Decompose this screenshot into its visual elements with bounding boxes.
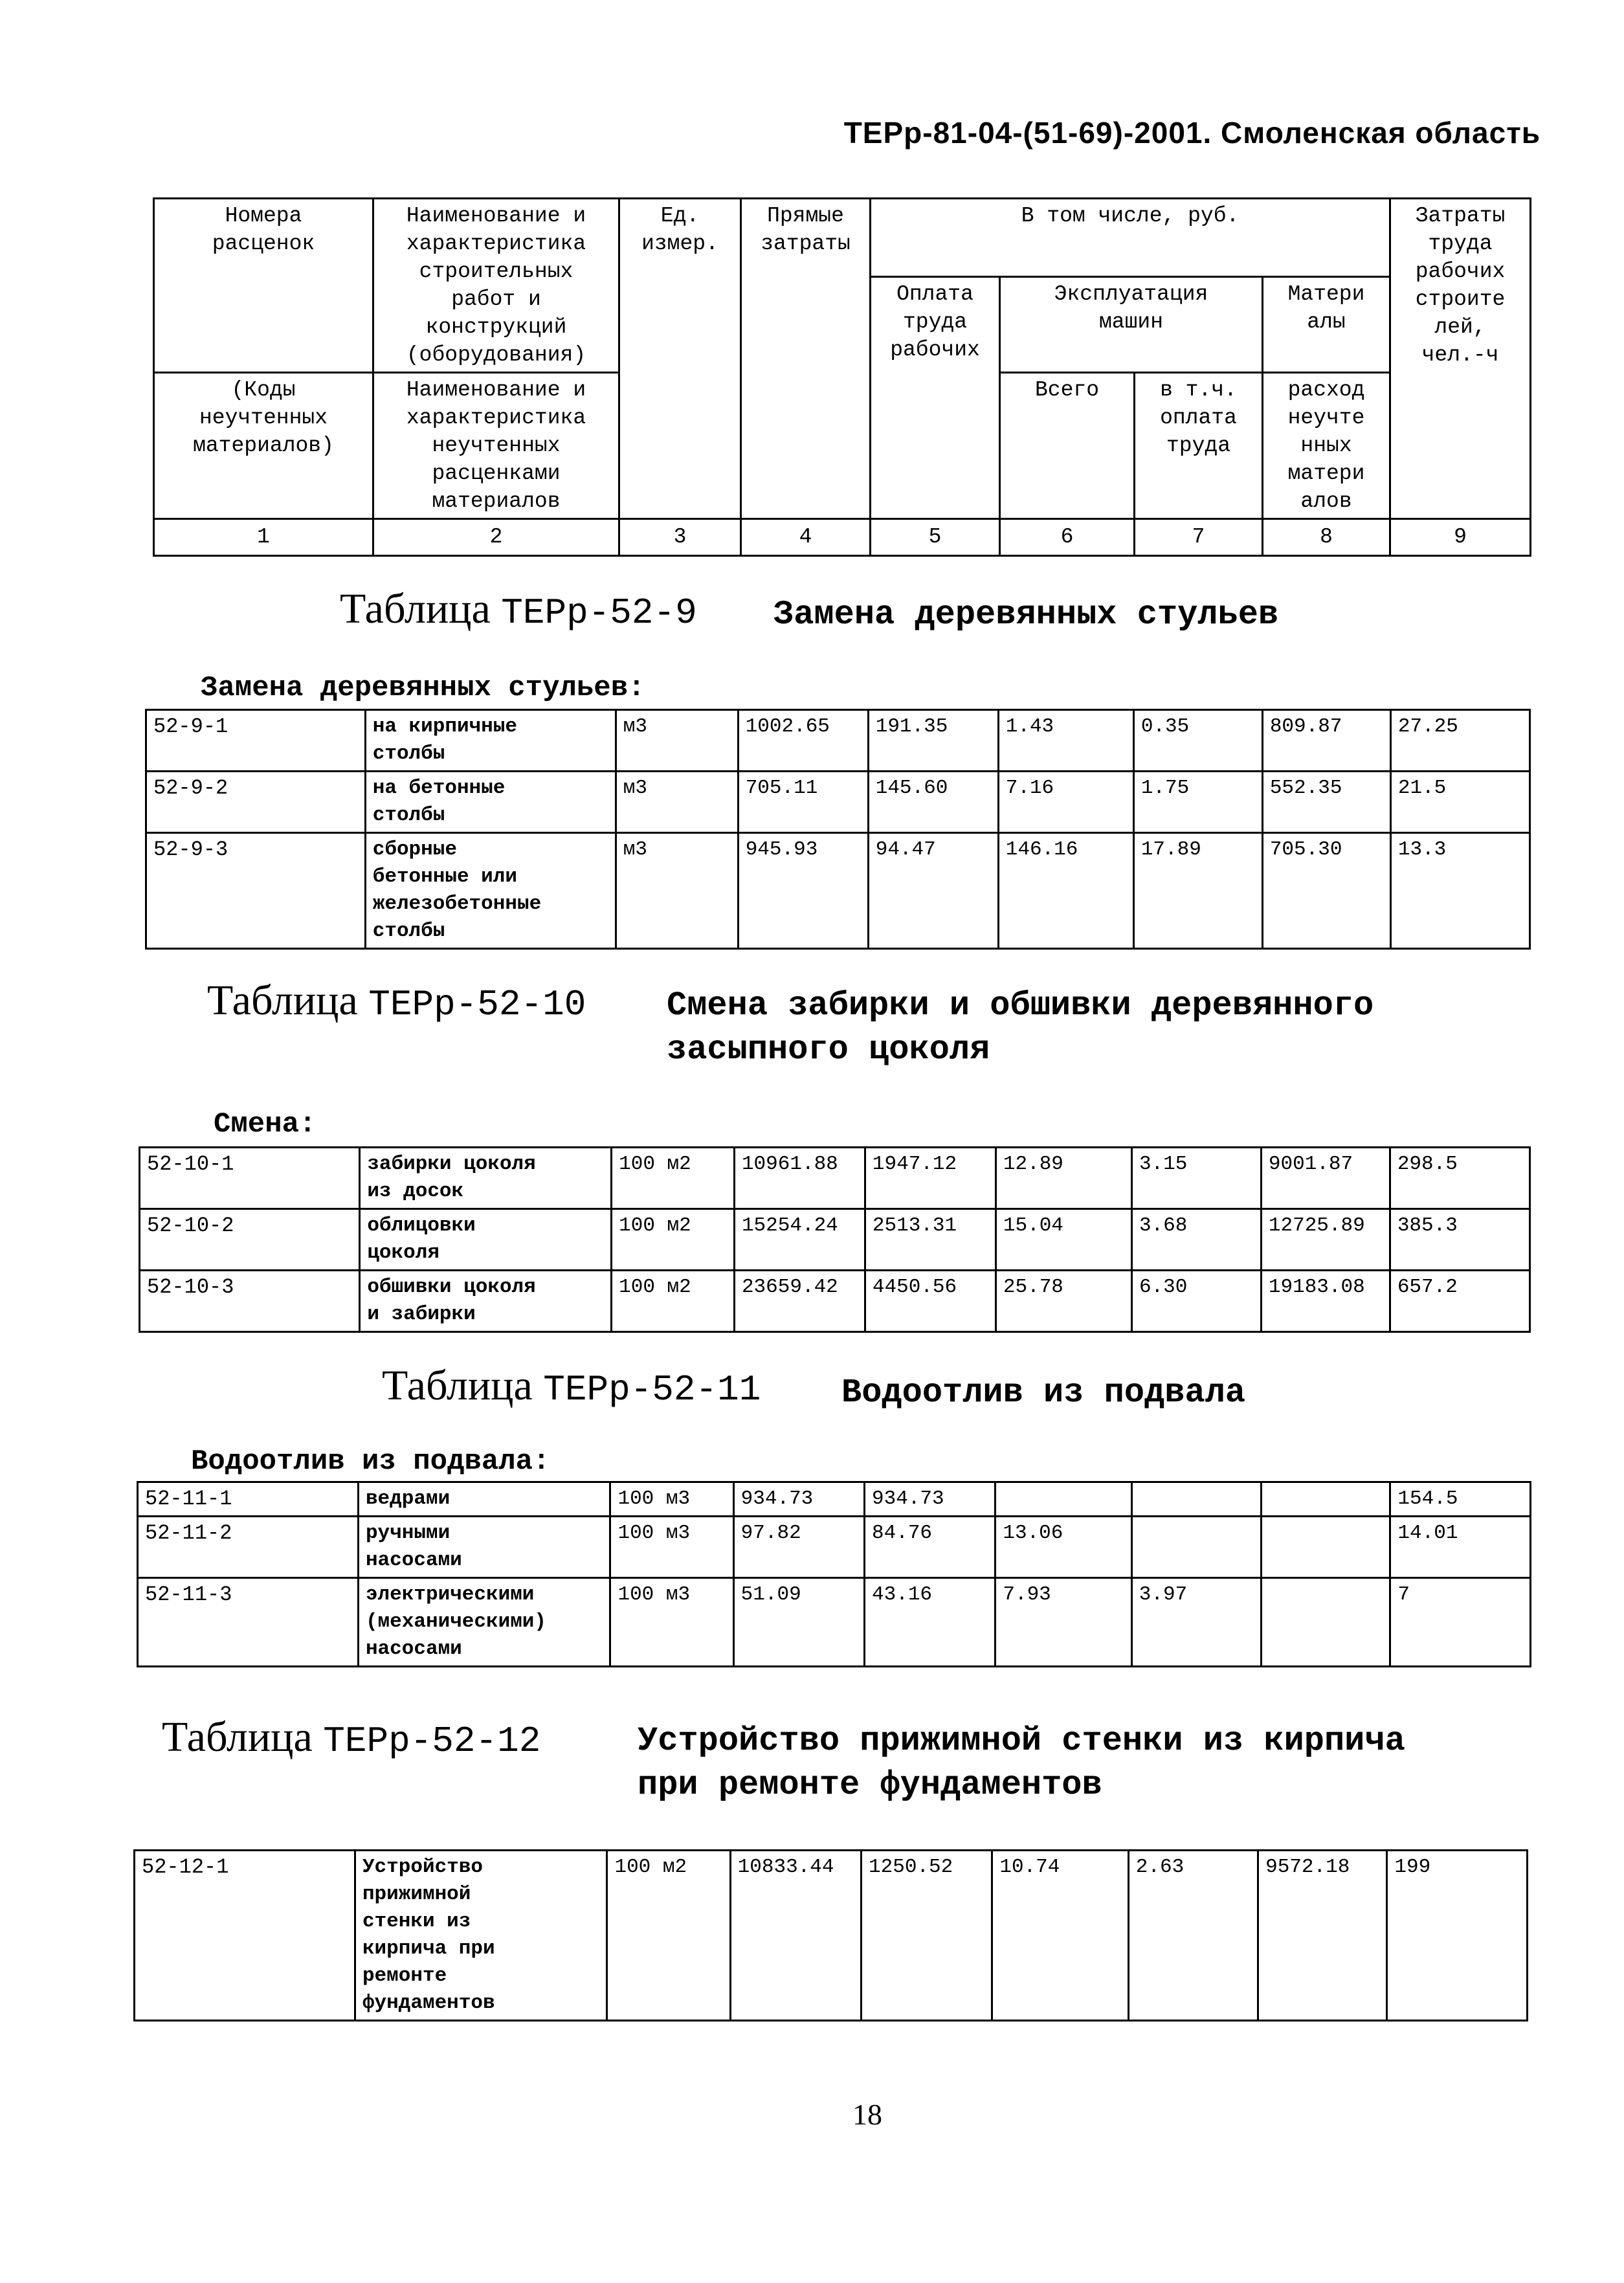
table-title [340,586,697,636]
col-number: 9 [1390,519,1531,556]
cell-hours: 154.5 [1390,1482,1531,1517]
table-title-label: Таблица [162,1713,324,1761]
cell-code: 52-9-1 [146,710,366,772]
table-title [162,1714,540,1765]
section-label: Водоотлив из подвала: [191,1445,550,1478]
col-number: 3 [619,519,741,556]
col-header-labor-costs: Затраты труда рабочих строите лей, чел.-ч [1390,199,1531,519]
table-subject: Устройство прижимной стенки из кирпича при ремонте фундаментов [638,1722,1405,1804]
col-number: 2 [373,519,619,556]
rates-table-52-10 [139,1146,1531,1333]
cell-mat: 12725.89 [1261,1209,1390,1271]
document-header: ТЕРр-81-04-(51-69)-2001. Смоленская область [843,116,1541,150]
cell-name: на бетонные столбы [365,772,616,833]
cell-mat: 9001.87 [1261,1148,1390,1209]
cell-code: 52-11-3 [138,1578,359,1667]
cell-mach: 146.16 [998,833,1133,949]
table-title-code: ТЕРр-52-9 [501,592,697,634]
cell-hours: 13.3 [1390,833,1529,949]
col-header-machines-labor: в т.ч. оплата труда [1135,373,1263,519]
col-header-name: Наименование и характеристика строительных работ и конструкций (оборудования) [373,199,619,373]
col-header-materials-unaccounted: расход неучте нных матери алов [1263,373,1390,519]
table-subject: Смена забирки и обшивки деревянного засыпного цоколя [667,986,1374,1069]
cell-unit: 100 м2 [612,1271,735,1332]
cell-labor: 1250.52 [862,1851,992,2021]
table-title [382,1363,761,1413]
cell-mach-labor: 17.89 [1133,833,1262,949]
cell-code: 52-12-1 [135,1851,355,2021]
col-header-machines: Эксплуатация машин [1000,277,1263,373]
cell-mat [1262,1517,1390,1578]
cell-name: облицовки цоколя [360,1209,612,1271]
rates-table-52-11 [137,1481,1531,1667]
cell-labor: 191.35 [868,710,998,772]
cell-unit: 100 м2 [612,1148,735,1209]
cell-mach [996,1482,1131,1517]
table-title-label: Таблица [207,977,369,1024]
cell-hours: 14.01 [1390,1517,1531,1578]
table-row [138,1578,1531,1667]
col-number: 7 [1135,519,1263,556]
cell-mat: 552.35 [1262,772,1390,833]
col-header-unit: Ед. измер. [619,199,741,519]
cell-mat: 19183.08 [1261,1271,1390,1332]
cell-labor: 94.47 [868,833,998,949]
cell-mach-labor: 3.97 [1131,1578,1261,1667]
cell-code: 52-11-2 [138,1517,359,1578]
table-row [146,710,1530,772]
cell-code: 52-10-3 [140,1271,360,1332]
cell-mach-labor: 3.68 [1131,1209,1261,1271]
table-row [138,1482,1531,1517]
cell-code: 52-9-3 [146,833,366,949]
cell-hours: 657.2 [1390,1271,1529,1332]
table-row [146,772,1530,833]
cell-mat: 705.30 [1262,833,1390,949]
cell-unit: 100 м2 [607,1851,730,2021]
rates-table-52-12 [133,1849,1528,2021]
cell-mach: 1.43 [998,710,1133,772]
cell-code: 52-10-2 [140,1209,360,1271]
cell-unit: м3 [616,710,738,772]
table-title-label: Таблица [340,585,502,632]
cell-name: сборные бетонные или железобетонные столбы [365,833,616,949]
cell-mach-labor: 2.63 [1128,1851,1258,2021]
column-header-table [153,197,1531,557]
cell-hours: 21.5 [1390,772,1529,833]
table-title-code: ТЕРр-52-11 [543,1369,761,1410]
cell-labor: 84.76 [865,1517,996,1578]
cell-mat [1262,1482,1390,1517]
cell-hours: 298.5 [1390,1148,1529,1209]
cell-hours: 7 [1390,1578,1531,1667]
cell-direct: 97.82 [733,1517,864,1578]
col-header-labor-pay: Оплата труда рабочих [871,277,1000,519]
cell-unit: м3 [616,833,738,949]
table-subject: Водоотлив из подвала [841,1374,1246,1412]
col-header-incl: В том числе, руб. [871,199,1390,277]
cell-hours: 385.3 [1390,1209,1529,1271]
cell-mach: 12.89 [996,1148,1131,1209]
cell-direct: 10833.44 [730,1851,861,2021]
cell-name: Устройство прижимной стенки из кирпича при ремонте фундаментов [355,1851,607,2021]
table-row [146,833,1530,949]
table-row [140,1209,1530,1271]
cell-mach: 25.78 [996,1271,1131,1332]
cell-code: 52-11-1 [138,1482,359,1517]
col-header-direct: Прямые затраты [741,199,871,519]
col-header-code-alt: (Коды неучтенных материалов) [154,373,373,519]
cell-unit: 100 м3 [610,1517,733,1578]
cell-labor: 145.60 [868,772,998,833]
cell-mat: 809.87 [1262,710,1390,772]
col-number: 5 [871,519,1000,556]
table-title-label: Таблица [382,1362,544,1409]
cell-direct: 934.73 [733,1482,864,1517]
cell-mach: 15.04 [996,1209,1131,1271]
cell-direct: 1002.65 [738,710,868,772]
cell-name: обшивки цоколя и забирки [360,1271,612,1332]
cell-direct: 945.93 [738,833,868,949]
table-row [140,1271,1530,1332]
cell-labor: 2513.31 [865,1209,996,1271]
cell-labor: 43.16 [865,1578,996,1667]
cell-direct: 51.09 [733,1578,864,1667]
cell-hours: 27.25 [1390,710,1529,772]
cell-unit: 100 м3 [610,1482,733,1517]
cell-code: 52-9-2 [146,772,366,833]
col-number: 4 [741,519,871,556]
cell-mach-labor: 0.35 [1133,710,1262,772]
cell-name: на кирпичные столбы [365,710,616,772]
cell-mach: 7.16 [998,772,1133,833]
cell-mach-labor: 3.15 [1131,1148,1261,1209]
table-row [140,1148,1530,1209]
cell-hours: 199 [1387,1851,1528,2021]
col-header-name-alt: Наименование и характеристика неучтенных расценками материалов [373,373,619,519]
cell-name: ведрами [358,1482,610,1517]
cell-direct: 705.11 [738,772,868,833]
cell-unit: м3 [616,772,738,833]
cell-mach-labor [1131,1517,1261,1578]
cell-labor: 934.73 [865,1482,996,1517]
cell-mach: 13.06 [996,1517,1131,1578]
col-number: 6 [1000,519,1135,556]
col-number: 8 [1263,519,1390,556]
cell-direct: 10961.88 [734,1148,865,1209]
cell-mat: 9572.18 [1258,1851,1387,2021]
cell-mach-labor [1131,1482,1261,1517]
table-row [135,1851,1528,2021]
col-header-materials: Матери алы [1263,277,1390,373]
cell-mach-labor: 1.75 [1133,772,1262,833]
cell-name: забирки цоколя из досок [360,1148,612,1209]
cell-name: электрическими (механическими) насосами [358,1578,610,1667]
col-header-code: Номера расценок [154,199,373,373]
cell-direct: 23659.42 [734,1271,865,1332]
page-number: 18 [852,2098,882,2131]
cell-unit: 100 м2 [612,1209,735,1271]
table-title-code: ТЕРр-52-12 [323,1721,541,1762]
cell-direct: 15254.24 [734,1209,865,1271]
cell-name: ручными насосами [358,1517,610,1578]
table-subject: Замена деревянных стульев [773,596,1279,634]
section-label: Смена: [214,1108,317,1141]
cell-mat [1262,1578,1390,1667]
rates-table-52-9 [145,709,1531,950]
section-label: Замена деревянных стульев: [201,672,645,704]
table-title [207,977,586,1028]
cell-code: 52-10-1 [140,1148,360,1209]
cell-labor: 1947.12 [865,1148,996,1209]
cell-unit: 100 м3 [610,1578,733,1667]
cell-mach: 10.74 [992,1851,1128,2021]
table-title-code: ТЕРр-52-10 [368,984,586,1025]
cell-mach-labor: 6.30 [1131,1271,1261,1332]
col-header-machines-total: Всего [1000,373,1135,519]
table-row [138,1517,1531,1578]
cell-labor: 4450.56 [865,1271,996,1332]
col-number: 1 [154,519,373,556]
cell-mach: 7.93 [996,1578,1131,1667]
